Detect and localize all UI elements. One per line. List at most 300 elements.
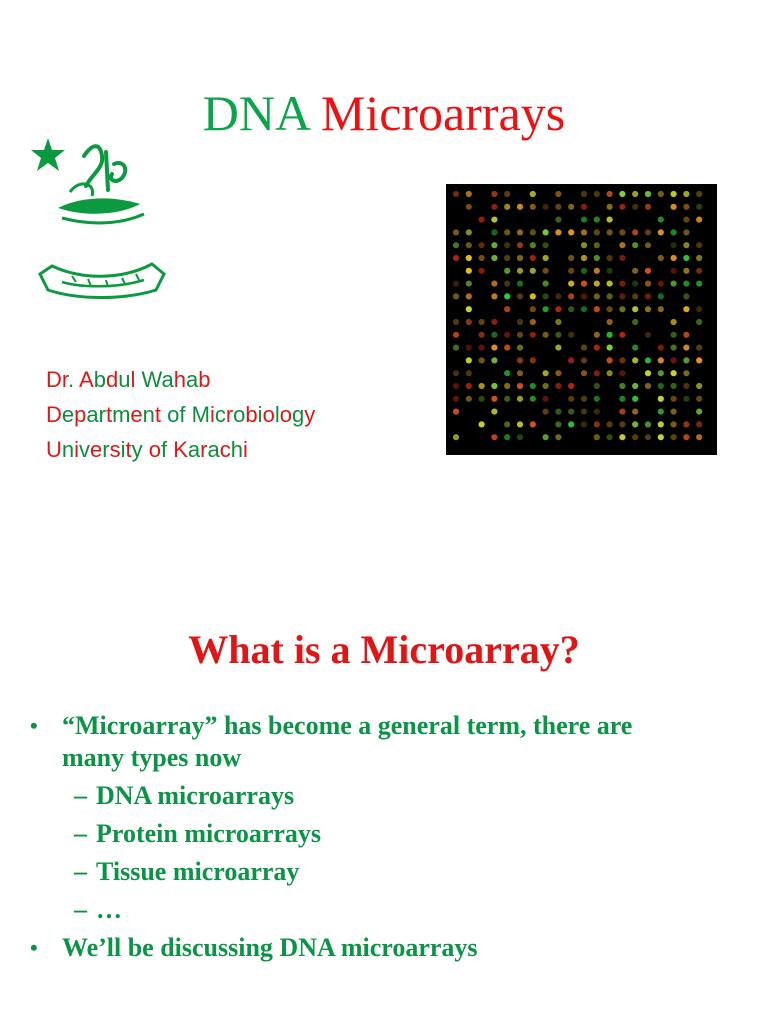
microarray-spot — [581, 396, 587, 402]
microarray-spot — [543, 281, 549, 287]
microarray-spot — [491, 255, 497, 261]
microarray-spot — [607, 434, 613, 440]
microarray-spot — [466, 204, 472, 210]
microarray-spot — [594, 268, 600, 274]
microarray-spot — [517, 434, 523, 440]
microarray-spot — [466, 229, 472, 235]
microarray-spot — [530, 383, 536, 389]
microarray-spot — [466, 370, 472, 376]
microarray-image — [446, 184, 717, 455]
microarray-spot — [543, 204, 549, 210]
microarray-spot — [466, 255, 472, 261]
microarray-spot — [504, 345, 510, 351]
microarray-spot — [479, 421, 485, 427]
microarray-spot — [479, 357, 485, 363]
microarray-spot — [607, 191, 613, 197]
microarray-spot — [619, 357, 625, 363]
microarray-spot — [517, 281, 523, 287]
microarray-spot — [466, 319, 472, 325]
microarray-spot — [696, 434, 702, 440]
microarray-spot — [530, 293, 536, 299]
microarray-spot — [645, 281, 651, 287]
microarray-spot — [555, 345, 561, 351]
microarray-spot — [619, 370, 625, 376]
microarray-spot — [632, 229, 638, 235]
author-department: Department of Microbiology — [46, 402, 316, 427]
sub-bullet-text: DNA microarrays — [96, 781, 295, 810]
microarray-spot — [632, 306, 638, 312]
microarray-spot — [517, 204, 523, 210]
microarray-spot — [543, 242, 549, 248]
microarray-spot — [607, 204, 613, 210]
microarray-spot — [658, 357, 664, 363]
microarray-spot — [594, 306, 600, 312]
sub-bullet-marker: – — [74, 819, 87, 848]
microarray-spot — [619, 332, 625, 338]
microarray-spot — [632, 293, 638, 299]
microarray-spot — [453, 396, 459, 402]
microarray-spot — [479, 383, 485, 389]
microarray-spot — [568, 396, 574, 402]
microarray-spot — [453, 332, 459, 338]
microarray-spot — [453, 345, 459, 351]
microarray-spot — [581, 255, 587, 261]
microarray-spot — [683, 217, 689, 223]
microarray-spot — [568, 255, 574, 261]
microarray-spot — [555, 370, 561, 376]
microarray-spot — [491, 281, 497, 287]
microarray-spot — [555, 421, 561, 427]
microarray-spot — [453, 370, 459, 376]
microarray-spot — [504, 268, 510, 274]
microarray-spot — [581, 293, 587, 299]
bullet-text: many types now — [62, 743, 242, 772]
microarray-spot — [594, 345, 600, 351]
microarray-spot — [658, 255, 664, 261]
microarray-spot — [632, 345, 638, 351]
microarray-spot — [607, 370, 613, 376]
microarray-spot — [581, 204, 587, 210]
microarray-spot — [619, 421, 625, 427]
microarray-spot — [619, 306, 625, 312]
microarray-spot — [530, 268, 536, 274]
microarray-spot — [594, 409, 600, 415]
microarray-spot — [568, 383, 574, 389]
microarray-spot — [607, 345, 613, 351]
microarray-spot — [696, 255, 702, 261]
microarray-spot — [619, 255, 625, 261]
microarray-spot — [683, 204, 689, 210]
microarray-spot — [619, 383, 625, 389]
microarray-spot — [658, 217, 664, 223]
microarray-spot — [453, 293, 459, 299]
microarray-spot — [683, 434, 689, 440]
microarray-spot — [491, 242, 497, 248]
microarray-spot — [671, 281, 677, 287]
microarray-spot — [543, 306, 549, 312]
microarray-spot — [671, 345, 677, 351]
title-word-dna: DNA — [202, 85, 309, 141]
microarray-spot — [632, 319, 638, 325]
microarray-spot — [696, 357, 702, 363]
microarray-spot — [491, 191, 497, 197]
microarray-spot — [479, 268, 485, 274]
microarray-spot — [619, 242, 625, 248]
microarray-spot — [491, 409, 497, 415]
microarray-spot — [555, 204, 561, 210]
microarray-spot — [466, 191, 472, 197]
microarray-spot — [479, 396, 485, 402]
microarray-spot — [671, 319, 677, 325]
microarray-spot — [658, 434, 664, 440]
microarray-spot — [491, 396, 497, 402]
microarray-spot — [530, 306, 536, 312]
microarray-spot — [581, 306, 587, 312]
sub-bullet-marker: – — [74, 857, 87, 886]
microarray-spot — [517, 396, 523, 402]
microarray-spot — [658, 421, 664, 427]
microarray-spot — [683, 357, 689, 363]
microarray-spot — [530, 255, 536, 261]
microarray-spot — [696, 242, 702, 248]
microarray-spot — [517, 345, 523, 351]
sub-bullet-text: Protein microarrays — [96, 819, 322, 848]
author-block — [46, 362, 315, 467]
microarray-spot — [581, 357, 587, 363]
microarray-spot — [607, 293, 613, 299]
microarray-spot — [632, 409, 638, 415]
microarray-spot — [671, 370, 677, 376]
microarray-spot — [683, 191, 689, 197]
microarray-spot — [581, 229, 587, 235]
microarray-spot — [568, 268, 574, 274]
microarray-spot — [453, 409, 459, 415]
microarray-spot — [632, 281, 638, 287]
microarray-spot — [696, 281, 702, 287]
microarray-spot — [594, 332, 600, 338]
microarray-spot — [568, 332, 574, 338]
microarray-spot — [466, 396, 472, 402]
microarray-spot — [671, 332, 677, 338]
microarray-spot — [517, 268, 523, 274]
microarray-spot — [671, 242, 677, 248]
microarray-spot — [632, 191, 638, 197]
microarray-spot — [645, 421, 651, 427]
microarray-spot — [645, 204, 651, 210]
microarray-spot — [696, 409, 702, 415]
microarray-spot — [530, 421, 536, 427]
microarray-spot — [555, 306, 561, 312]
microarray-spot — [555, 293, 561, 299]
microarray-spot — [658, 191, 664, 197]
microarray-spot — [453, 434, 459, 440]
microarray-spot — [504, 434, 510, 440]
microarray-spot — [607, 319, 613, 325]
microarray-spot — [658, 383, 664, 389]
microarray-spot — [696, 421, 702, 427]
microarray-spot — [683, 396, 689, 402]
microarray-spot — [645, 293, 651, 299]
microarray-spot — [632, 421, 638, 427]
microarray-spot — [453, 191, 459, 197]
microarray-spot — [517, 242, 523, 248]
microarray-spot — [619, 191, 625, 197]
microarray-spot — [632, 268, 638, 274]
microarray-spot — [658, 281, 664, 287]
microarray-spot — [645, 383, 651, 389]
microarray-spot — [594, 281, 600, 287]
microarray-spot — [671, 268, 677, 274]
microarray-spot — [555, 217, 561, 223]
microarray-spot — [696, 306, 702, 312]
microarray-spot — [491, 345, 497, 351]
microarray-spot — [581, 268, 587, 274]
microarray-spot — [658, 409, 664, 415]
microarray-spot — [568, 204, 574, 210]
microarray-spot — [696, 396, 702, 402]
microarray-spot — [491, 332, 497, 338]
microarray-spot — [491, 293, 497, 299]
microarray-spot — [453, 242, 459, 248]
sub-bullet-marker: – — [74, 895, 87, 924]
microarray-spot — [504, 229, 510, 235]
content-slide — [0, 512, 768, 1024]
microarray-spot — [568, 357, 574, 363]
microarray-spot — [619, 281, 625, 287]
microarray-spot — [466, 242, 472, 248]
microarray-spot — [504, 191, 510, 197]
microarray-spot — [619, 409, 625, 415]
microarray-spot — [594, 421, 600, 427]
microarray-spot — [632, 396, 638, 402]
microarray-spot — [607, 332, 613, 338]
microarray-spot — [530, 396, 536, 402]
microarray-spot — [607, 306, 613, 312]
microarray-spot — [530, 319, 536, 325]
microarray-spot — [517, 293, 523, 299]
microarray-spot — [517, 370, 523, 376]
microarray-spot — [453, 255, 459, 261]
microarray-spot — [696, 268, 702, 274]
slide-title: What is a Microarray? — [188, 627, 580, 672]
microarray-spot — [683, 306, 689, 312]
microarray-spot — [607, 268, 613, 274]
title-word-microarrays: Microarrays — [320, 85, 566, 141]
sub-bullet-text: Tissue microarray — [96, 857, 300, 886]
microarray-spot — [683, 268, 689, 274]
microarray-spot — [683, 421, 689, 427]
microarray-spot — [683, 293, 689, 299]
microarray-spot — [479, 345, 485, 351]
microarray-spot — [555, 434, 561, 440]
sub-bullet-marker: – — [74, 781, 87, 810]
microarray-spot — [671, 434, 677, 440]
microarray-spot — [683, 332, 689, 338]
microarray-spot — [543, 409, 549, 415]
microarray-spot — [530, 204, 536, 210]
microarray-spot — [479, 332, 485, 338]
microarray-spot — [645, 332, 651, 338]
microarray-spot — [466, 293, 472, 299]
microarray-spot — [658, 293, 664, 299]
microarray-spot — [619, 293, 625, 299]
microarray-spot — [543, 383, 549, 389]
microarray-spot — [466, 268, 472, 274]
microarray-spot — [683, 383, 689, 389]
microarray-spot — [504, 204, 510, 210]
microarray-spot — [671, 396, 677, 402]
microarray-spot — [543, 332, 549, 338]
microarray-spot — [619, 396, 625, 402]
microarray-spot — [453, 319, 459, 325]
microarray-spot — [453, 281, 459, 287]
microarray-spot — [466, 306, 472, 312]
microarray-spot — [530, 357, 536, 363]
microarray-spot — [466, 345, 472, 351]
microarray-spot — [696, 345, 702, 351]
microarray-spot — [555, 332, 561, 338]
microarray-spot — [491, 383, 497, 389]
microarray-spot — [671, 204, 677, 210]
microarray-spot — [517, 421, 523, 427]
microarray-spot — [517, 357, 523, 363]
bullet-continuation — [62, 742, 241, 774]
bullet-text: We’ll be discussing DNA microarrays — [62, 933, 478, 962]
microarray-spot — [683, 242, 689, 248]
microarray-spot — [632, 357, 638, 363]
bullet-marker: • — [30, 713, 38, 738]
microarray-spot — [696, 217, 702, 223]
microarray-spot — [453, 229, 459, 235]
microarray-spot — [555, 229, 561, 235]
microarray-spot — [696, 204, 702, 210]
microarray-spot — [555, 383, 561, 389]
microarray-spot — [696, 191, 702, 197]
microarray-spot — [607, 421, 613, 427]
microarray-spot — [645, 229, 651, 235]
microarray-spot — [581, 421, 587, 427]
university-logo-icon — [22, 134, 178, 304]
microarray-spot — [683, 229, 689, 235]
microarray-spot — [683, 281, 689, 287]
microarray-spot — [594, 383, 600, 389]
microarray-spot — [491, 434, 497, 440]
microarray-spot — [594, 434, 600, 440]
microarray-spot — [504, 396, 510, 402]
microarray-spot — [543, 396, 549, 402]
microarray-spot — [530, 229, 536, 235]
microarray-spot — [517, 255, 523, 261]
microarray-spot — [504, 306, 510, 312]
bullet-text: “Microarray” has become a general term, there are — [62, 711, 633, 740]
microarray-spot — [619, 204, 625, 210]
microarray-spot — [491, 229, 497, 235]
microarray-spot — [453, 383, 459, 389]
microarray-spot — [568, 421, 574, 427]
microarray-spot — [594, 229, 600, 235]
microarray-spot — [607, 217, 613, 223]
microarray-spot — [491, 204, 497, 210]
microarray-spot — [568, 229, 574, 235]
microarray-spot — [504, 370, 510, 376]
microarray-spot — [632, 204, 638, 210]
microarray-spot — [658, 306, 664, 312]
microarray-spot — [466, 357, 472, 363]
microarray-spot — [632, 383, 638, 389]
microarray-spot — [594, 191, 600, 197]
microarray-spot — [543, 370, 549, 376]
microarray-spot — [555, 191, 561, 197]
microarray-spot — [543, 229, 549, 235]
microarray-spot — [543, 293, 549, 299]
microarray-spot — [517, 319, 523, 325]
microarray-spot — [671, 191, 677, 197]
microarray-spot — [555, 409, 561, 415]
microarray-spot — [466, 383, 472, 389]
microarray-spot — [671, 383, 677, 389]
microarray-spot — [696, 383, 702, 389]
microarray-spot — [504, 332, 510, 338]
sub-bullet-text: … — [96, 895, 122, 924]
microarray-spot — [479, 319, 485, 325]
microarray-spot — [671, 409, 677, 415]
microarray-spot — [581, 370, 587, 376]
microarray-spot — [645, 191, 651, 197]
microarray-spot — [517, 229, 523, 235]
microarray-spot — [581, 191, 587, 197]
microarray-spot — [530, 191, 536, 197]
microarray-spot — [504, 242, 510, 248]
microarray-spot — [581, 217, 587, 223]
microarray-spot — [645, 242, 651, 248]
microarray-spot — [607, 255, 613, 261]
microarray-spot — [683, 370, 689, 376]
microarray-spot — [543, 255, 549, 261]
microarray-spot — [491, 357, 497, 363]
microarray-spot — [530, 242, 536, 248]
microarray-spot — [594, 255, 600, 261]
author-name: Dr. Abdul Wahab — [46, 367, 211, 392]
microarray-spot — [491, 217, 497, 223]
microarray-spot — [658, 229, 664, 235]
microarray-spot — [594, 396, 600, 402]
microarray-spot — [479, 255, 485, 261]
microarray-spot — [607, 357, 613, 363]
microarray-spot — [479, 217, 485, 223]
microarray-spot — [568, 409, 574, 415]
microarray-spot — [504, 383, 510, 389]
microarray-spot — [619, 229, 625, 235]
microarray-spot — [581, 409, 587, 415]
microarray-spot — [581, 345, 587, 351]
microarray-spot — [504, 421, 510, 427]
microarray-spot — [517, 383, 523, 389]
microarray-spot — [607, 281, 613, 287]
microarray-spot — [466, 281, 472, 287]
microarray-spot — [619, 434, 625, 440]
microarray-spot — [658, 396, 664, 402]
microarray-spot — [594, 370, 600, 376]
microarray-spot — [568, 281, 574, 287]
microarray-spot — [568, 293, 574, 299]
microarray-spot — [645, 434, 651, 440]
microarray-spot — [479, 242, 485, 248]
microarray-spot — [504, 255, 510, 261]
microarray-spot — [594, 217, 600, 223]
microarray-spot — [671, 357, 677, 363]
microarray-spot — [645, 268, 651, 274]
microarray-spot — [632, 242, 638, 248]
